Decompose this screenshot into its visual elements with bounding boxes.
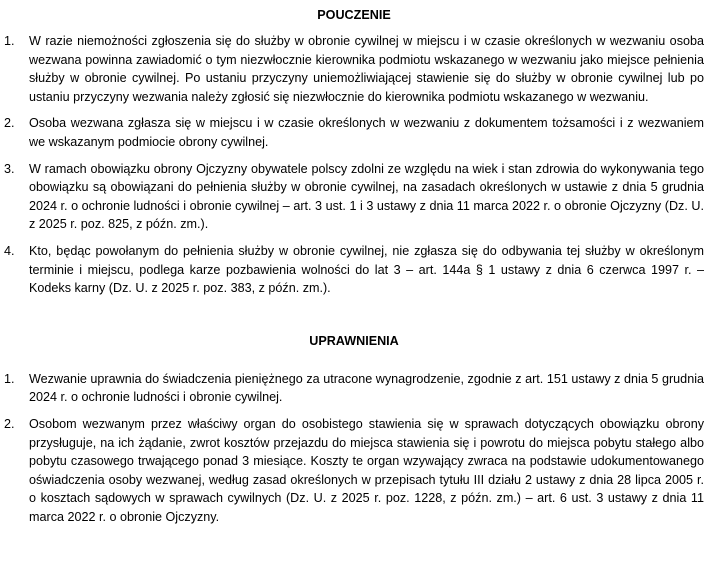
uprawnienia-list bbox=[4, 370, 704, 527]
item-number: 4. bbox=[4, 243, 15, 258]
item-number: 1. bbox=[4, 34, 15, 48]
item-number: 2. bbox=[4, 116, 15, 131]
list-item bbox=[4, 370, 704, 407]
item-text: W ramach obowiązku obrony Ojczyzny obywatele polscy zdolni ze względu na wiek i stan zdrowia do wykonywania tego obowiązku są obowiązani do pełnienia służby w obronie cywilnej, na zasadach określonych w ustawie z dnia 5 grudnia 2024 r. o ochronie ludności i obronie cywilnej – art. 3 ust. 1 i 3 ustawy z dnia 11 marca 2022 r. o obronie Ojczyzny (Dz. U. z 2025 r. poz. 825, z późn. zm.). bbox=[29, 161, 704, 232]
item-text: W razie niemożności zgłoszenia się do służby w obronie cywilnej w miejscu i w czasie określonych w wezwaniu osoba wezwana powinna zawiadomić o tym niezwłocznie kierownika podmiotu wskazanego w wezwaniu jako miejsce pełnienia służby w obronie cywilnej. Po ustaniu przyczyny uniemożliwiającej stawienie się do służby w obronie cywilnej lub po ustaniu przyczyny wezwania należy zgłosić się niezwłocznie do kierownika podmiotu wskazanego w wezwaniu. bbox=[29, 34, 704, 104]
item-text: Osoba wezwana zgłasza się w miejscu i w czasie określonych w wezwaniu z dokumentem tożsamości i z wezwaniem we wskazanym podmiocie obrony cywilnej. bbox=[29, 116, 704, 149]
list-item bbox=[4, 32, 704, 106]
list-item bbox=[4, 242, 704, 298]
item-text: Osobom wezwanym przez właściwy organ do osobistego stawienia się w sprawach dotyczących obowiązku obrony przysługuje, na ich żądanie, zwrot kosztów przejazdu do miejsca stawienia się i powrotu do miejsca pobytu stałego albo pobytu czasowego trwającego ponad 3 miesiące. Koszty te organ wzywający zwraca na podstawie udokumentowanego oświadczenia osoby wezwanej, według zasad określonych w przepisach tytułu III działu 2 ustawy z dnia 28 lipca 2005 r. o kosztach sądowych w sprawach cywilnych (Dz. U. z 2025 r. poz. 1228, z późn. zm.) – art. 6 ust. 3 ustawy z dnia 11 marca 2022 r. o obronie Ojczyzny. bbox=[29, 416, 704, 524]
list-item bbox=[4, 160, 704, 234]
list-item bbox=[4, 114, 704, 151]
item-number: 3. bbox=[4, 161, 15, 176]
section-heading-uprawnienia: UPRAWNIENIA bbox=[309, 333, 399, 348]
pouczenie-list bbox=[4, 32, 704, 298]
section-heading-pouczenie: POUCZENIE bbox=[317, 8, 391, 22]
list-item bbox=[4, 415, 704, 527]
item-text: Wezwanie uprawnia do świadczenia pieniężnego za utracone wynagrodzenie, zgodnie z art. 151 ustawy z dnia 5 grudnia 2024 r. o ochronie ludności i obronie cywilnej. bbox=[29, 371, 704, 405]
item-text: Kto, będąc powołanym do pełnienia służby w obronie cywilnej, nie zgłasza się do odbywania tej służby w określonym terminie i miejscu, podlega karze pozbawienia wolności do lat 3 – art. 144a § 1 ustawy z dnia 6 czerwca 1997 r. – Kodeks karny (Dz. U. z 2025 r. poz. 383, z późn. zm.). bbox=[29, 243, 704, 296]
item-number: 1. bbox=[4, 371, 15, 386]
item-number: 2. bbox=[4, 416, 15, 431]
